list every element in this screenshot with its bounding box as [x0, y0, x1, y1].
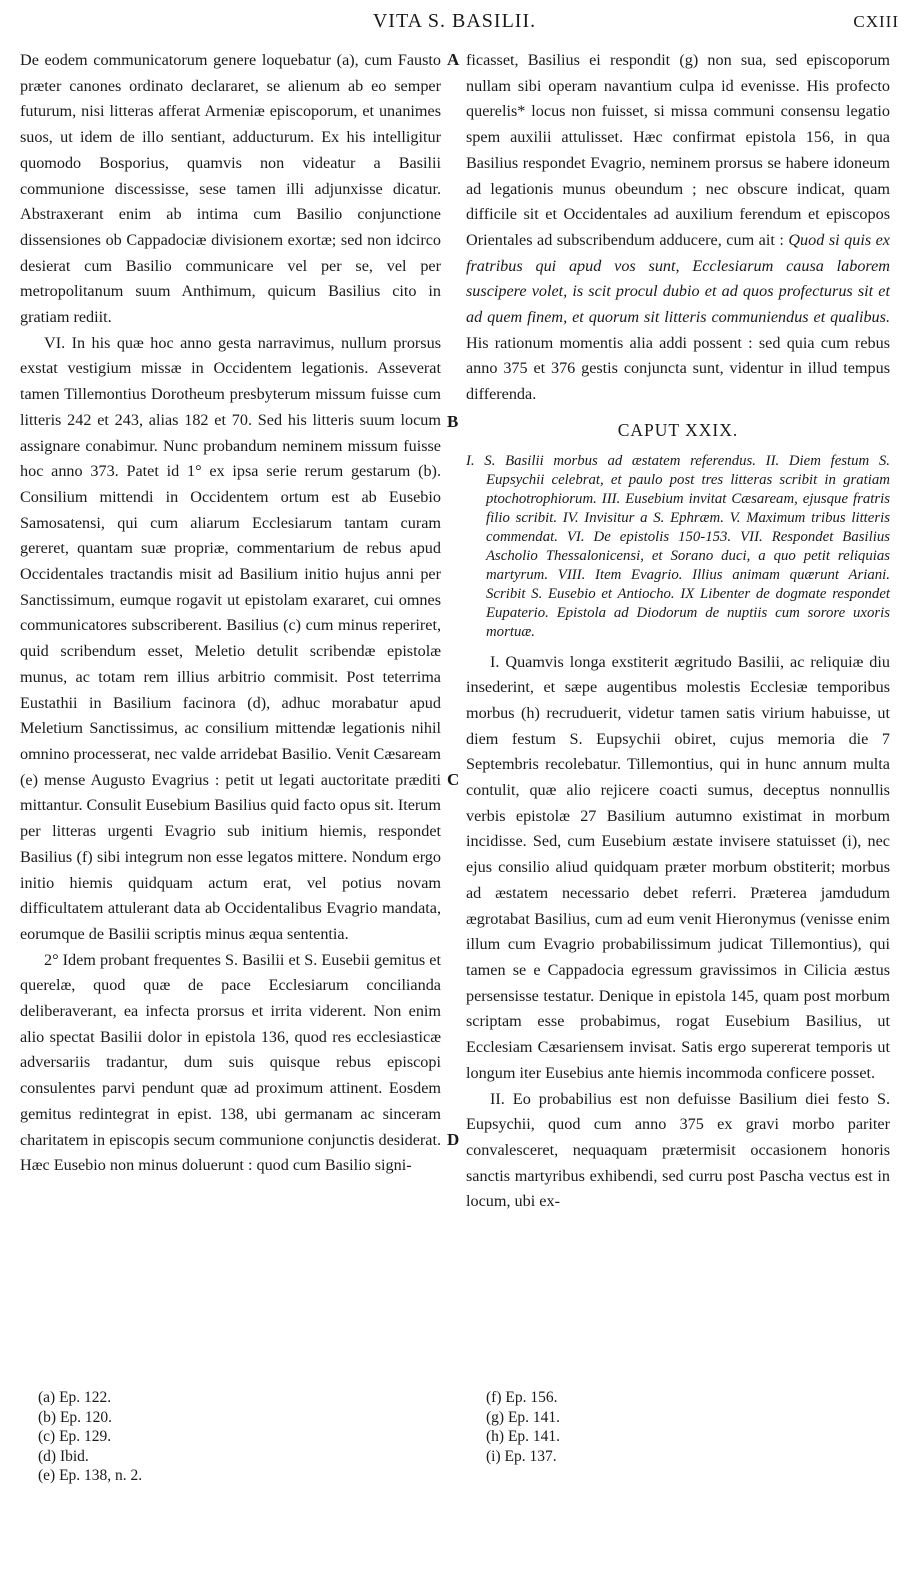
margin-letter-a: A: [447, 50, 460, 69]
text-span: ficasset, Basilius ei respondit (g) non sua, sed episcoporum nullam sibi operam navantium culpa id evenisse. His profecto querelis* locus non fuisset, si missa communi consensu legatio spem auxilii attulisset. Hæc confirmat epistola 156, in qua Basilius respondet Evagrio, neminem prorsus se habere idoneum ad legationis munus obeundum ; nec obscure indicat, quam difficile sit et Occidentales ad auxilium ferendum et episcopos Orientales ad subscribendum adducere, cum ait :: [466, 51, 890, 249]
right-column: [466, 48, 890, 1215]
paragraph: De eodem communicatorum genere loquebatur (a), cum Fausto præter canones ordinato declararet, se alienum ab eo semper futurum, nisi litteras afferat Armeniæ episcoporum, et unanimes suos, ut idem de illo sentiant, adducturum. Ex his intelligitur quomodo Bosporius, quamvis non videatur a Basilii communione discessisse, sese tamen illi adjunxisse dicatur. Abstraxerant enim ab intima cum Basilio conjunctione dissensiones ob Cappadociæ divisionem exortæ; sed non idcirco desierat cum Basilio communicare vel per se, vel per metropolitanum suum Anthimum, quicum Basilius cito in gratiam rediit.: [20, 51, 441, 327]
summary-text: I. S. Basilii morbus ad æstatem referendus. II. Diem festum S. Eupsychii celebrat, et paulo post tres litteras scribit in gratiam ptochotrophiorum. III. Eusebium invitat Cæsaream, ejusque fratris filio scribit. IV. Invisitur a S. Ephræm. V. Maximum tribus litteris commendat. VI. De epistolis 150-153. VII. Respondet Basilius Ascholio Thessalonicensi, et Sorano duci, a quo petit reliquias martyrum. VIII. Item Evagrio. Illius animam quærunt Ariani. Scribit S. Eusebio et Antiocho. IX Libenter de dogmate respondet Eupaterio. Epistola ad Diodorum de nuptiis cum sorore uxoris mortuæ.: [466, 452, 890, 640]
footnotes-right: [486, 1388, 560, 1466]
footnote: (h) Ep. 141.: [486, 1428, 561, 1445]
paragraph-continued: [466, 48, 890, 408]
paragraph: II. Eo probabilius est non defuisse Basilium diei festo S. Eupsychii, quod cum anno 375 ex gravi morbo pariter convalesceret, nequaquam prætermisit occasionem honoris sanctis martyribus exhibendi, sed curru post Pascha vectus est in locum, ubi ex-: [466, 1089, 890, 1211]
text-span: His rationum momentis alia addi possent : sed quia cum rebus anno 375 et 376 gestis conjuncta sunt, videntur in illud tempus differenda.: [466, 333, 890, 404]
page-number: CXIII: [853, 12, 899, 31]
chapter-summary: [466, 452, 890, 642]
paragraph: I. Quamvis longa exstiterit ægritudo Basilii, ac reliquiæ diu insederint, et sæpe augentibus molestis Ecclesiæ temporibus morbus (h) recruduerit, videtur tamen satis virium habuisse, ut diem festum S. Eupsychii obiret, cujus memoria die 7 Septembris recolebatur. Tillemontius, qui in hunc annum multa contulit, quæ alio rejicere coacti sumus, deceptus nonnullis verbis epistolæ 27 Basilium autumno existimat in morbum incidisse. Sed, cum Eusebium æstate invisere statuisset (i), nec ejus consilio aliud quidquam præter morbum obstiterit; morbus ad æstatem necessario debet referri. Præterea jamdudum ægrotabat Basilius, cum ad eum venit Hieronymus (venisse enim illum cum Evagrio probabilissimum judicat Tillemontius), qui tamen se e Cappadocia egressum gravissimos in Cilicia æstus persensisse testatur. Denique in epistola 145, quam post morbum scriptam esse probabimus, rogat Eusebium Basilius, ut Ecclesiam Cæsariensem invisat. Satis ergo supererat temporis ut longum iter Eusebius ante hiemis incommoda conficere posset.: [466, 652, 890, 1082]
quotation: Quod si quis ex fratribus qui apud vos sunt, Ecclesiarum causa laborem suscipere volet, is scit procul dubio et ad quos profecturus sit et ad quem finem, et quorum sit litteris communiendus et qualibus.: [466, 230, 890, 327]
footnotes-left: [38, 1388, 142, 1486]
footnote: (e) Ep. 138, n. 2.: [38, 1467, 143, 1484]
footnote: (i) Ep. 137.: [486, 1447, 557, 1465]
margin-letter-b: B: [447, 412, 459, 431]
footnote: (g) Ep. 141.: [486, 1408, 561, 1426]
footnote: (f) Ep. 156.: [486, 1389, 558, 1406]
margin-letter-d: D: [447, 1130, 460, 1149]
footnote: (d) Ibid.: [38, 1447, 89, 1465]
paragraph: 2° Idem probant frequentes S. Basilii et S. Eusebii gemitus et querelæ, quod quæ de pace Ecclesiarum concilianda deliberaverant, ea infecta prorsus et irrita viderent. Non enim alio spectat Basilii dolor in epistola 136, quod res ecclesiasticæ adversariis tradantur, dum suis quisque rebus episcopi consulentes parvi pendunt quæ ad proximum attinent. Eosdem gemitus redintegrat in epist. 138, ubi germanam ac sinceram charitatem in episcopis secum communione conjunctis desiderat. Hæc Eusebio non minus doluerunt : quod cum Basilio signi-: [20, 950, 441, 1175]
running-title: VITA S. BASILII.: [372, 10, 537, 32]
footnote: (b) Ep. 120.: [38, 1408, 113, 1426]
left-column: [20, 48, 441, 1179]
paragraph: VI. In his quæ hoc anno gesta narravimus, nullum prorsus exstat vestigium missæ in Occidentem legationis. Asseverat tamen Tillemontius Dorotheum presbyterum missum fuisse cum litteris 242 et 243, alias 182 et 70. Sed his litteris suum locum assignare conabimur. Nunc probandum neminem missum fuisse hoc anno 373. Patet id 1° ex ipsa serie rerum gestarum (b). Consilium mittendi in Occidentem ortum est ab Eusebio Samosatensi, qui cum aliarum Ecclesiarum tantam curam gereret, quantam suæ propriæ, commentarium de rebus apud Occidentales tractandis misit ad Basilium initio hujus anni per Sanctissimum, eumque rogavit ut epistolam exararet, cui omnes communicatores subscriberent. Basilius (c) cum minus reperiret, quid scribendum esset, Meletio detulit scribendæ epistolæ munus, ac totam rem illius arbitrio commisit. Post teterrima Eustathii in Basilium facinora (d), adhuc morabatur apud Meletium Sanctissimus, ac consilium mittendæ legationis nihil omnino processerat, nec valde arridebat Basilio. Venit Cæsaream (e) mense Augusto Evagrius : petit ut legati auctoritate præditi mittantur. Consulit Eusebium Basilius quid facto opus sit. Iterum per litteras urgenti Evagrio sub initium hiemis, respondet Basilius (f) sibi integrum non esse legatos mittere. Nondum ergo initio hiemis quidquam actum erat, vel potius novam difficultatem attulerant data ab Occidentalibus Evagrio mandata, eorumque de Basilii scriptis minus æqua sententia.: [20, 333, 441, 943]
chapter-heading: CAPUT XXIX.: [617, 419, 739, 440]
margin-letter-c: C: [447, 770, 460, 789]
footnote: (c) Ep. 129.: [38, 1428, 112, 1445]
footnote: (a) Ep. 122.: [38, 1389, 112, 1406]
